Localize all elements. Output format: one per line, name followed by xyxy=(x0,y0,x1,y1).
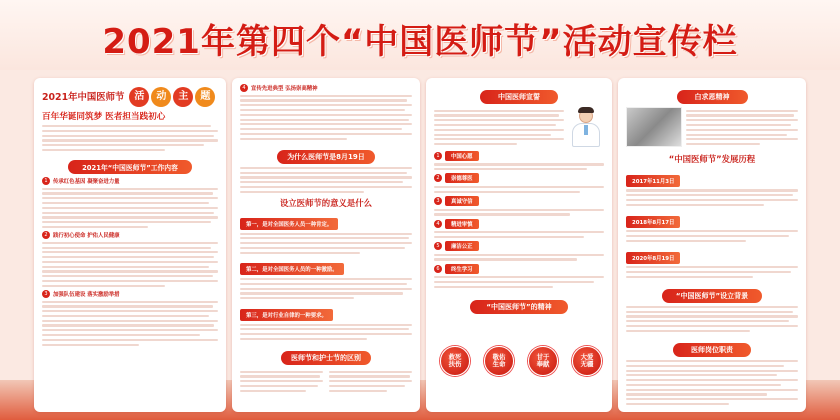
item-number: 2 xyxy=(42,231,50,239)
oath-item-2 xyxy=(434,173,604,193)
duty-list xyxy=(626,360,798,405)
spirit-circle-4 xyxy=(572,346,602,376)
badge-3: 主 xyxy=(173,87,193,107)
oath-number: 1 xyxy=(434,152,442,160)
spirit-circle-1 xyxy=(440,346,470,376)
oath-number: 3 xyxy=(434,197,442,205)
work-item-3-text xyxy=(42,301,218,346)
declaration-title: 中国医师宣誓 xyxy=(480,90,558,104)
spirit-text: 甘于 奉献 xyxy=(536,352,550,368)
spirit-text: 大爱 无疆 xyxy=(580,352,594,368)
left-heading: 2021年中国医师节 xyxy=(42,91,125,103)
middle-panel xyxy=(232,78,420,412)
oath-label: 崇德尊医 xyxy=(445,173,479,183)
oath-item-1 xyxy=(434,151,604,171)
oath-item-3 xyxy=(434,196,604,216)
item-label: 宣传先进典型 弘扬崇高精神 xyxy=(251,86,318,92)
badge-1: 活 xyxy=(129,87,149,107)
item-number: 3 xyxy=(42,290,50,298)
spirit-circle-3 xyxy=(528,346,558,376)
oath-label: 终生学习 xyxy=(445,264,479,274)
date-section-text xyxy=(240,167,412,193)
item-label: 加强队伍建设 落实激励举措 xyxy=(53,291,120,298)
oath-number: 4 xyxy=(434,220,442,228)
intro-text xyxy=(42,125,218,151)
meaning-label: 第三，是对行业自律的一种要求。 xyxy=(240,309,333,321)
oath-item-4 xyxy=(434,219,604,239)
difference-section-title: 医师节和护士节的区别 xyxy=(281,351,371,365)
work-item-4-text xyxy=(240,95,412,140)
oath-item-6 xyxy=(434,264,604,288)
meaning-section-title: 设立医师节的意义是什么 xyxy=(279,197,373,208)
oath-number: 2 xyxy=(434,174,442,182)
meaning-label: 第二，是对全国医务人员的一种激励。 xyxy=(240,263,344,275)
historical-photo xyxy=(626,107,682,147)
badge-4: 题 xyxy=(195,87,215,107)
oath-label: 廉洁公正 xyxy=(445,241,479,251)
duty-title: 医师岗位职责 xyxy=(673,343,751,357)
history-date: 2018年8月17日 xyxy=(626,216,680,228)
history-date: 2020年8月19日 xyxy=(626,252,680,264)
theme-badges xyxy=(128,84,216,107)
background-title: “中国医师节”设立背景 xyxy=(662,289,762,303)
work-item-4 xyxy=(240,84,412,92)
item-label: 践行初心使命 护佑人民健康 xyxy=(53,233,120,240)
bethune-title: 白求恩精神 xyxy=(677,90,748,104)
bethune-text xyxy=(686,107,798,148)
meaning-label: 第一，是对全国医务人员一种肯定。 xyxy=(240,218,338,230)
meaning-item-2 xyxy=(240,256,412,299)
oath-label: 中国心愿 xyxy=(445,151,479,161)
oath-label: 精进审慎 xyxy=(445,219,479,229)
meaning-item-1 xyxy=(240,211,412,254)
background-text xyxy=(626,306,798,332)
item-number: 4 xyxy=(240,84,248,92)
oath-list xyxy=(434,151,604,288)
work-content-title: 2021年“中国医师节”工作内容 xyxy=(68,160,192,174)
history-title: “中国医师节”发展历程 xyxy=(668,153,756,164)
date-section-title: 为什么医师节是8月19日 xyxy=(277,150,375,164)
doctor-illustration xyxy=(568,107,604,147)
spirit-text: 救死 扶伤 xyxy=(448,352,462,368)
history-date: 2017年11月3日 xyxy=(626,175,680,187)
spirit-title: “中国医师节”的精神 xyxy=(470,300,567,314)
theme-slogan: 百年华诞同筑梦 医者担当践初心 xyxy=(42,112,166,122)
page-title: 2021年第四个“中国医师节”活动宣传栏 xyxy=(102,22,738,62)
work-item-2-text xyxy=(42,242,218,287)
work-item-3 xyxy=(42,290,218,298)
declaration-text xyxy=(434,107,564,148)
meaning-item-3 xyxy=(240,302,412,340)
work-item-1 xyxy=(42,177,218,185)
oath-number: 6 xyxy=(434,265,442,273)
spirit-circle-2 xyxy=(484,346,514,376)
spirit-text: 敬佑 生命 xyxy=(492,352,506,368)
work-item-2 xyxy=(42,231,218,239)
badge-2: 动 xyxy=(151,87,171,107)
item-label: 传承红色基因 凝聚奋进力量 xyxy=(53,179,120,186)
oath-number: 5 xyxy=(434,242,442,250)
left-panel xyxy=(34,78,226,412)
history-timeline xyxy=(626,168,798,278)
oath-label: 真诚守信 xyxy=(445,196,479,206)
difference-section-text xyxy=(240,368,412,395)
right-panel xyxy=(618,78,806,412)
item-number: 1 xyxy=(42,177,50,185)
oath-item-5 xyxy=(434,241,604,261)
work-item-1-text xyxy=(42,188,218,228)
